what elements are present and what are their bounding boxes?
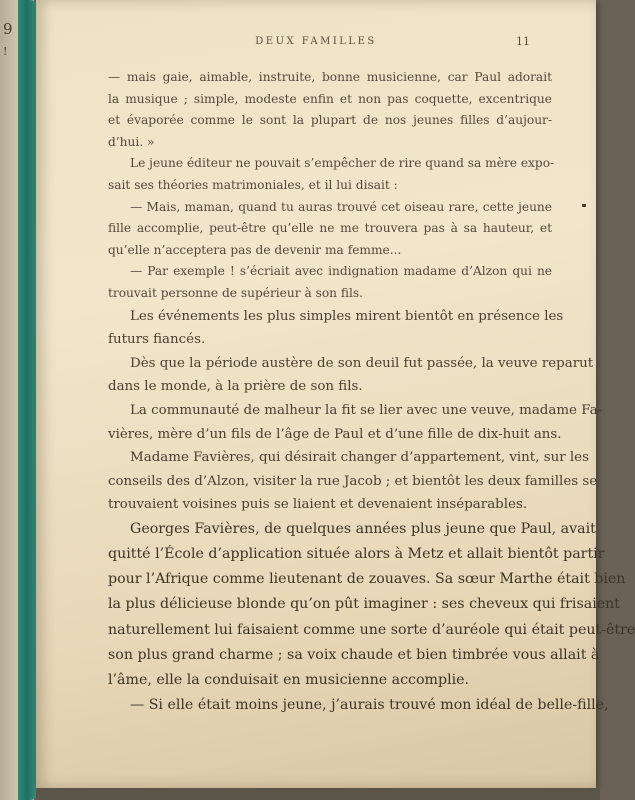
- text-line: Les événements les plus simples mirent bientôt en présence les: [130, 308, 564, 324]
- text-line: conseils des d’Alzon, visiter la rue Jacob ; et bientôt les deux familles se: [108, 473, 598, 489]
- book-spine-ribbon: [18, 0, 38, 800]
- text-line: la plus délicieuse blonde qu’on pût imaginer : ses cheveux qui frisaient: [108, 596, 620, 613]
- text-line: — Mais, maman, quand tu auras trouvé cet oiseau rare, cette jeune: [130, 199, 552, 214]
- facing-page-mark-2: !: [3, 45, 8, 58]
- text-line: Georges Favières, de quelques années plus jeune que Paul, avait: [130, 520, 596, 537]
- text-line: dans le monde, à la prière de son fils.: [108, 379, 363, 395]
- text-line: et évaporée comme le sont la plupart de nos jeunes filles d’aujour-: [108, 113, 552, 128]
- text-line: fille accomplie, peut-être qu’elle ne me trouvera pas à sa hauteur, et: [108, 221, 552, 236]
- body-text: [108, 67, 635, 719]
- text-line: La communauté de malheur la fit se lier avec une veuve, madame Fa-: [130, 402, 603, 418]
- book-page: [36, 0, 635, 788]
- page-shadow: [36, 788, 600, 800]
- text-line: son plus grand charme ; sa voix chaude et bien timbrée vous allait à: [108, 646, 600, 663]
- text-line: futurs fiancés.: [108, 332, 206, 348]
- text-line: vières, mère d’un fils de l’âge de Paul et d’une fille de dix-huit ans.: [108, 426, 562, 442]
- text-line: l’âme, elle la conduisait en musicienne accomplie.: [108, 672, 470, 689]
- text-line: trouvait personne de supérieur à son fils.: [108, 285, 364, 300]
- text-line: quitté l’École d’application située alors à Metz et allait bientôt partir: [108, 546, 605, 563]
- page-number: 11: [516, 35, 530, 48]
- ink-speck: [582, 204, 586, 207]
- text-line: qu’elle n’acceptera pas de devenir ma femme...: [108, 242, 402, 257]
- text-line: — Si elle était moins jeune, j’aurais trouvé mon idéal de belle-fille,: [130, 697, 609, 714]
- text-line: Le jeune éditeur ne pouvait s’empêcher de rire quand sa mère expo-: [130, 156, 555, 171]
- text-line: naturellement lui faisaient comme une sorte d’auréole qui était peut-être: [108, 621, 635, 638]
- text-line: — Par exemple ! s’écriait avec indignation madame d’Alzon qui ne: [130, 264, 552, 279]
- text-line: la musique ; simple, modeste enfin et non pas coquette, excentrique: [108, 91, 552, 106]
- text-line: sait ses théories matrimoniales, et il lui disait :: [108, 177, 398, 192]
- text-line: d’hui. »: [108, 134, 155, 149]
- running-head: DEUX FAMILLES: [255, 36, 377, 47]
- text-line: trouvaient voisines puis se liaient et devenaient inséparables.: [108, 497, 528, 513]
- text-line: Madame Favières, qui désirait changer d’appartement, vint, sur les: [130, 450, 589, 466]
- facing-page-mark: 9: [3, 20, 13, 38]
- text-line: Dès que la période austère de son deuil fut passée, la veuve reparut: [130, 355, 594, 371]
- page-header: [36, 36, 596, 56]
- text-line: — mais gaie, aimable, instruite, bonne musicienne, car Paul adorait: [108, 70, 552, 84]
- text-line: pour l’Afrique comme lieutenant de zouaves. Sa sœur Marthe était bien: [108, 571, 626, 588]
